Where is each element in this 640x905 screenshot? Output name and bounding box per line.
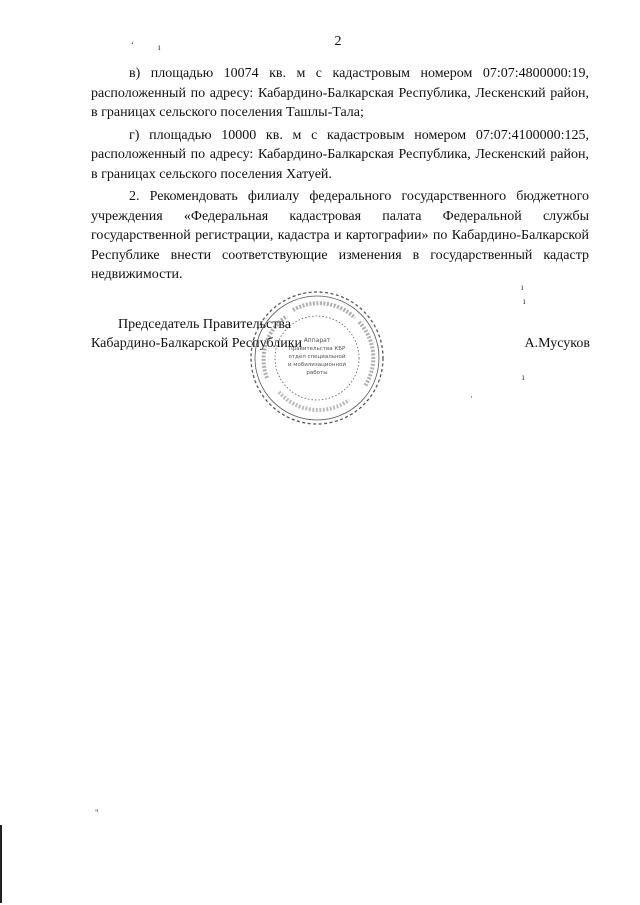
- seal-center-line5: работы: [306, 370, 328, 376]
- document-body: [91, 64, 589, 285]
- scan-artifact: ʻ: [131, 40, 134, 50]
- scan-artifact: ı: [523, 296, 526, 306]
- paragraph-item-v: в) площадью 10074 кв. м с кадастровым номером 07:07:4800000:19, расположенный по адресу: Кабардино-Балкарская Республика, Лескенский район, в границах сельского поселения Ташлы-Тала;: [91, 66, 589, 120]
- paragraph-item-g: г) площадью 10000 кв. м с кадастровым номером 07:07:4100000:125, расположенный по адресу: Кабардино-Балкарская Республика, Лескенский район, в границах сельского поселения Хатуей.: [91, 127, 589, 182]
- scan-artifact: ·: [470, 392, 473, 402]
- seal-center-line3: отдел специальной: [288, 354, 346, 360]
- seal-center-line2: Правительства КБР: [288, 346, 346, 352]
- scan-artifact: ı: [158, 42, 161, 52]
- scan-artifact: ı: [521, 282, 524, 292]
- scan-artifact: ı: [522, 372, 525, 382]
- seal-center-line4: и мобилизационной: [287, 362, 347, 368]
- signatory-name: А.Мусуков: [524, 336, 590, 351]
- signatory-position-line1: Председатель Правительства: [118, 317, 291, 332]
- paragraph-point-2: 2. Рекомендовать филиалу федерального государственного бюджетного учреждения «Федеральная кадастровая палата Федеральной службы государственной регистрации, кадастра и картографии» по Кабардино-Балкарской Республике внести соответствующие изменения в государственный кадастр недвижимости.: [91, 189, 589, 282]
- official-seal-stamp: [247, 288, 387, 428]
- seal-center-line1: Аппарат: [303, 337, 331, 344]
- page-number: 2: [334, 34, 342, 49]
- signatory-position-line2: Кабардино-Балкарской Республики: [91, 336, 302, 351]
- scan-artifact: ": [95, 808, 99, 818]
- scan-edge-line: [0, 825, 2, 903]
